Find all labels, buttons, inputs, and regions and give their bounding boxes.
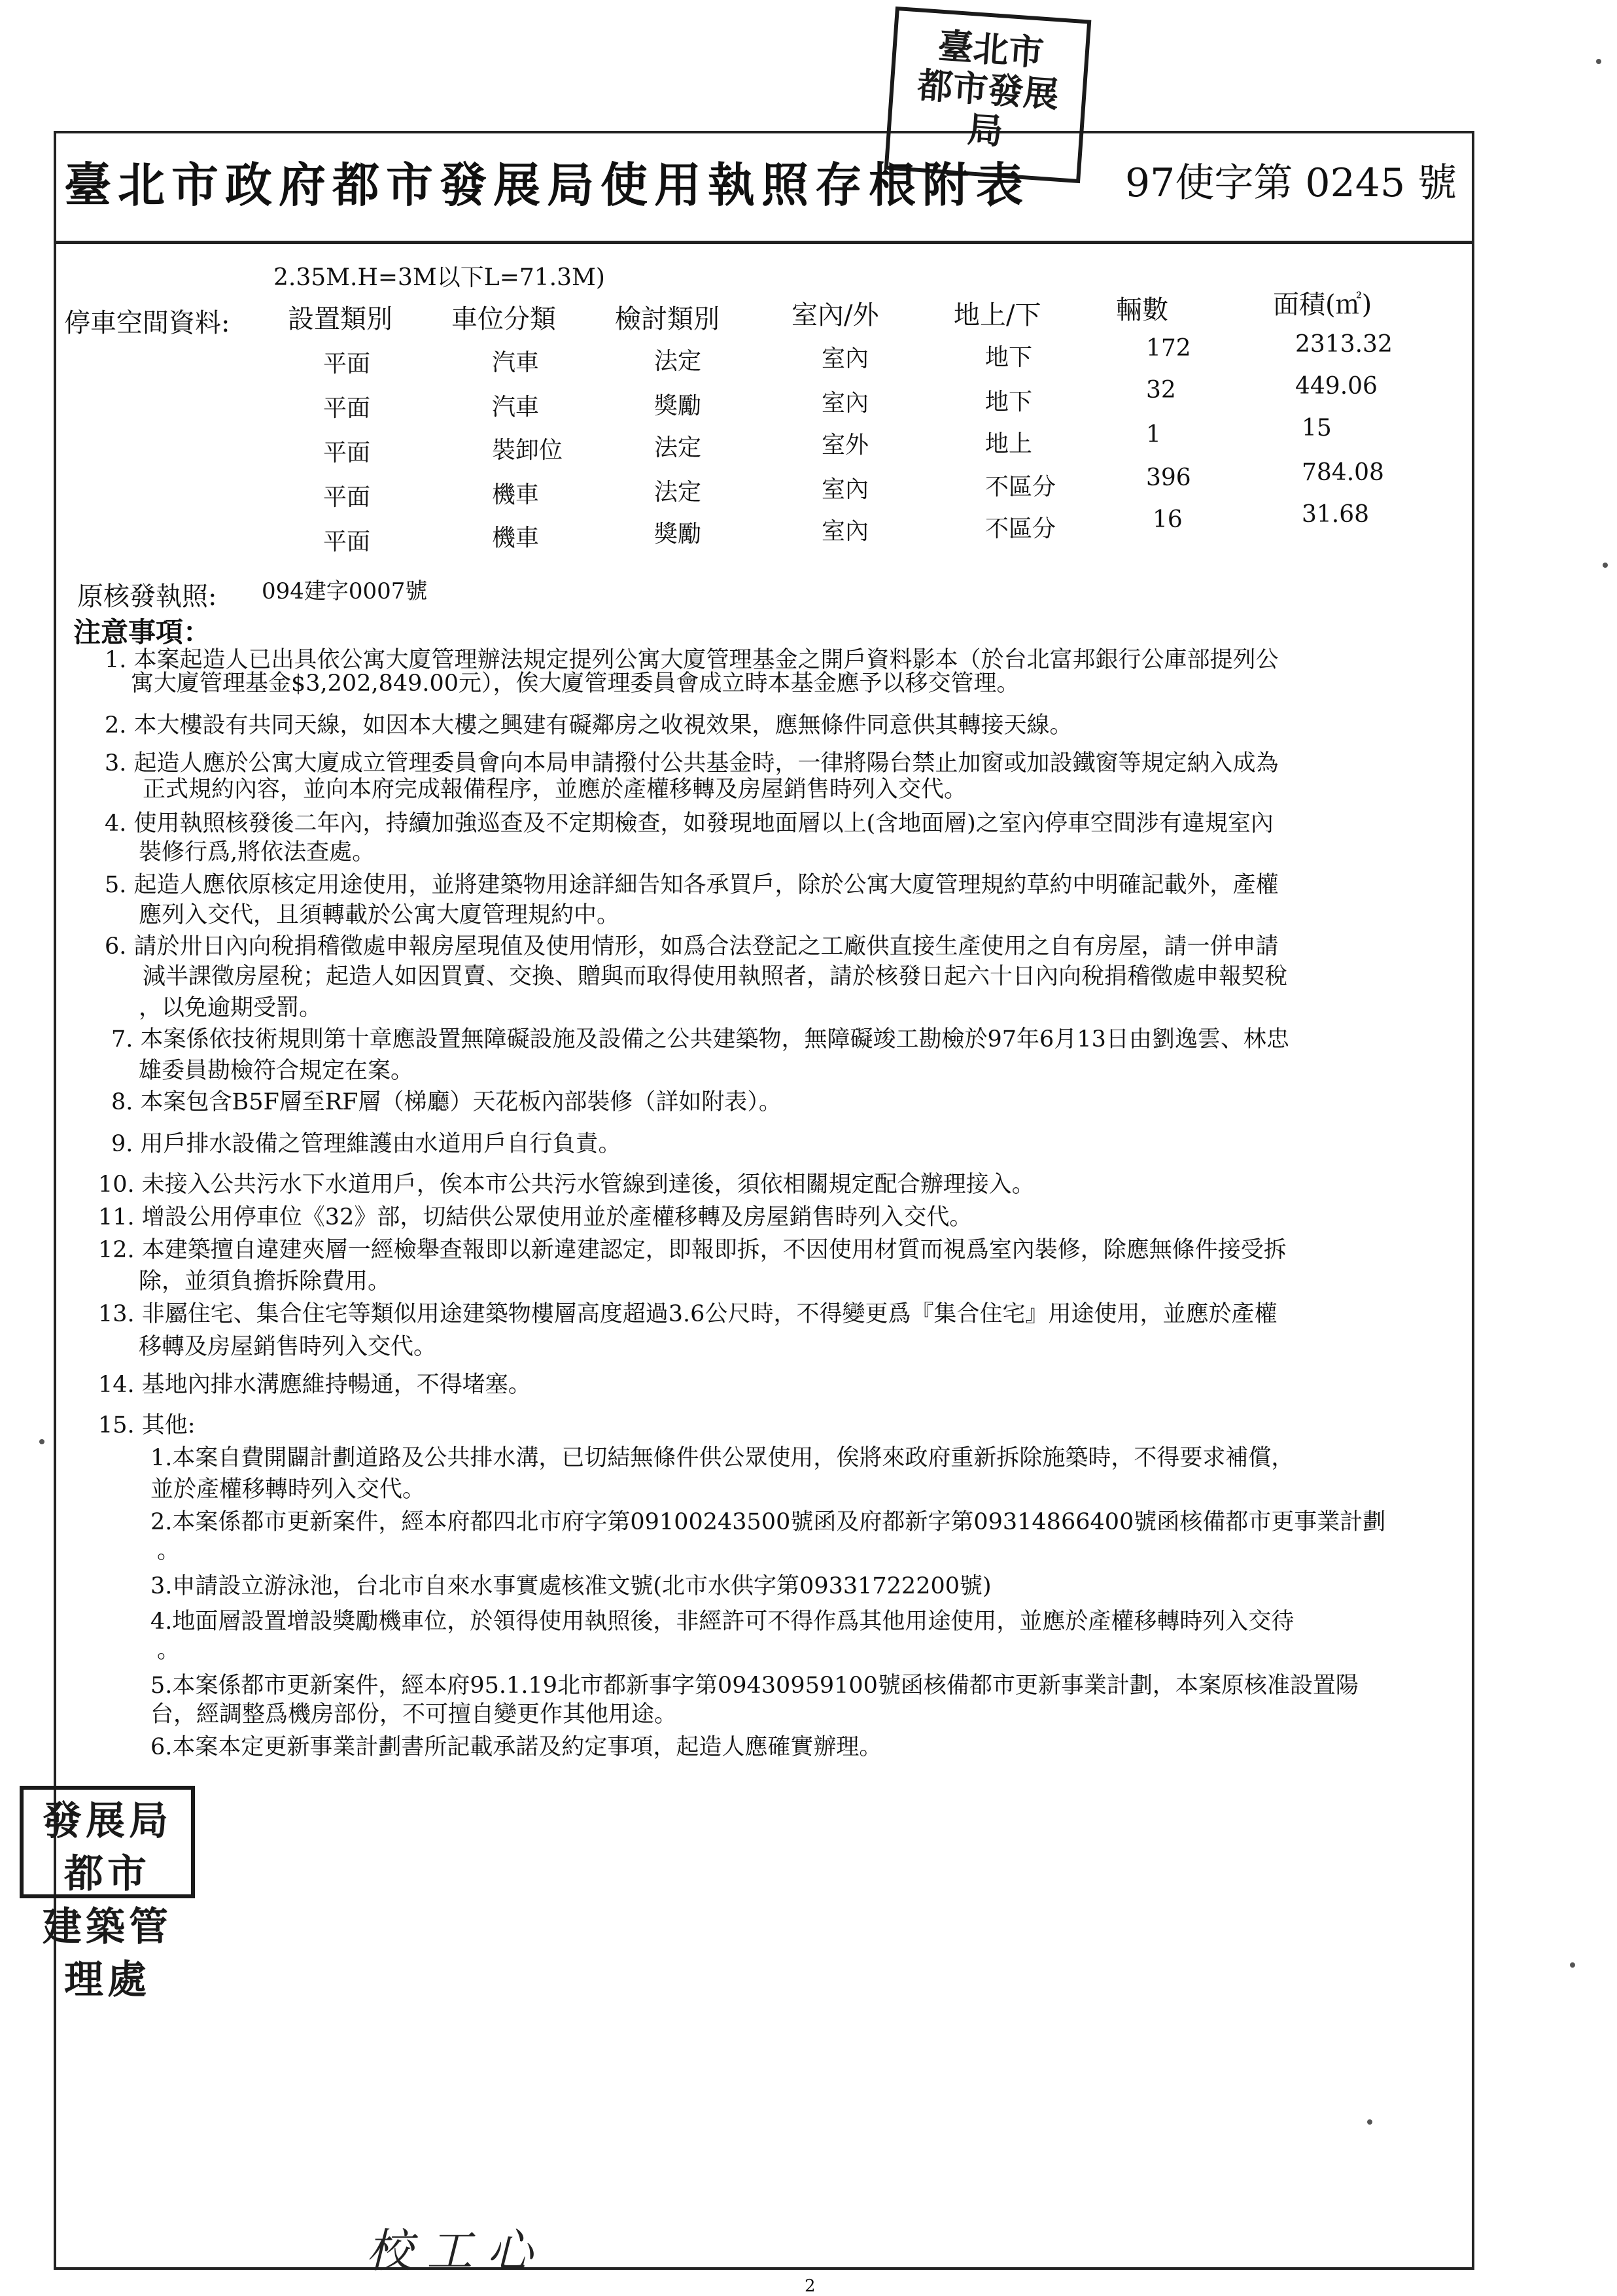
note-line: 並於產權移轉時列入交代。	[150, 1476, 426, 1503]
cell-category: 機車	[492, 525, 540, 551]
cell-count: 172	[1146, 335, 1191, 362]
note-line: 14. 基地內排水溝應維持暢通，不得堵塞。	[98, 1372, 531, 1398]
note-line: 除，並須負擔拆除費用。	[139, 1268, 391, 1295]
note-line: 13. 非屬住宅、集合住宅等類似用途建築物樓層高度超過3.6公尺時，不得變更爲『集合住宅』用途使用，並應於產權	[98, 1301, 1278, 1327]
cell-review: 獎勵	[654, 521, 702, 548]
cell-type: 平面	[323, 484, 371, 511]
cell-indoor: 室外	[822, 432, 869, 459]
cell-category: 汽車	[492, 394, 540, 421]
original-permit-value: 094建字0007號	[262, 578, 428, 604]
scan-speck	[1596, 59, 1601, 64]
stamp-line: 發展局都市	[43, 1798, 172, 1897]
cell-area: 449.06	[1295, 373, 1378, 400]
cell-count: 1	[1146, 421, 1161, 448]
notes-title: 注意事項：	[73, 616, 211, 648]
cell-indoor: 室內	[822, 390, 869, 417]
cell-level: 地上	[985, 430, 1033, 457]
note-line: 寓大廈管理基金$3,202,849.00元），俟大廈管理委員會成立時本基金應予以移交管理。	[131, 670, 1020, 697]
cell-review: 法定	[654, 479, 702, 506]
stamp-line: 局	[966, 108, 1005, 152]
note-line: 應列入交代，且須轉載於公寓大廈管理規約中。	[139, 902, 620, 928]
header-divider	[54, 241, 1474, 244]
cell-type: 平面	[323, 351, 371, 377]
cell-area: 31.68	[1302, 501, 1370, 528]
cell-category: 汽車	[492, 349, 540, 376]
scan-speck	[39, 1439, 44, 1444]
note-line: 6.本案本定更新事業計劃書所記載承諾及約定事項，起造人應確實辦理。	[150, 1734, 882, 1760]
note-line: 正式規約內容，並向本府完成報備程序，並應於產權移轉及房屋銷售時列入交代。	[143, 776, 967, 803]
note-line: 11. 增設公用停車位《32》部，切結供公眾使用並於產權移轉及房屋銷售時列入交代。	[98, 1204, 973, 1230]
note-line: 台，經調整爲機房部份，不可擅自變更作其他用途。	[150, 1701, 678, 1728]
cell-review: 法定	[654, 348, 702, 375]
note-line: 移轉及房屋銷售時列入交代。	[139, 1334, 437, 1360]
note-line: 3.申請設立游泳池，台北市自來水事實處核准文號(北市水供字第09331722200號)	[150, 1573, 992, 1599]
scan-speck	[1570, 1962, 1575, 1968]
note-line: 減半課徵房屋稅；起造人如因買賣、交換、贈與而取得使用執照者，請於核發日起六十日內向稅捐稽徵處申報契稅	[143, 964, 1288, 990]
note-line: 15. 其他:	[98, 1412, 196, 1438]
cell-count: 16	[1153, 506, 1183, 533]
note-line: 9. 用戶排水設備之管理維護由水道用戶自行負責。	[111, 1131, 621, 1157]
stamp-line: 都市發展	[916, 63, 1060, 116]
cell-count: 396	[1146, 464, 1191, 491]
cell-area: 784.08	[1302, 459, 1384, 486]
col-header-count: 輛數	[1116, 295, 1168, 325]
note-line: 5. 起造人應依原核定用途使用，並將建築物用途詳細告知各承買戶，除於公寓大廈管理規約草約中明確記載外，產權	[105, 872, 1279, 898]
cell-indoor: 室內	[822, 345, 869, 372]
stamp-line: 建築管理處	[43, 1904, 172, 2003]
note-line: 8. 本案包含B5F層至RF層（梯廳）天花板內部裝修（詳如附表）。	[111, 1089, 782, 1115]
permit-number: 97使字第 0245 號	[1125, 160, 1457, 206]
note-line: 1.本案自費開闢計劃道路及公共排水溝，已切結無條件供公眾使用，俟將來政府重新拆除施築時，不得要求補償，	[150, 1445, 1295, 1471]
note-line: 裝修行爲,將依法查處。	[139, 839, 375, 865]
note-line: 2.本案係都市更新案件，經本府都四北市府字第09100243500號函及府都新字第09314866400號函核備都市更事業計劃	[150, 1509, 1386, 1535]
note-line: 。	[157, 1637, 181, 1663]
cell-indoor: 室內	[822, 518, 869, 545]
note-line: ，以免逾期受罰。	[139, 995, 322, 1021]
col-header-level: 地上/下	[954, 300, 1041, 330]
note-line: 1. 本案起造人已出具依公寓大廈管理辦法規定提列公寓大廈管理基金之開戶資料影本（於台北富邦銀行公庫部提列公	[105, 647, 1279, 673]
dimension-note: 2.35M.H=3M以下L=71.3M)	[273, 264, 605, 291]
note-line: 6. 請於卅日內向稅捐稽徵處申報房屋現值及使用情形，如爲合法登記之工廠供直接生產使用之自有房屋，請一併申請	[105, 933, 1279, 960]
original-permit-label: 原核發執照:	[77, 582, 217, 612]
cell-area: 15	[1302, 415, 1332, 442]
cell-category: 機車	[492, 481, 540, 508]
parking-label: 停車空間資料:	[64, 308, 230, 338]
cell-indoor: 室內	[822, 476, 869, 503]
scan-speck	[1367, 2119, 1372, 2125]
page-number: 2	[805, 2276, 816, 2296]
note-line: 雄委員勘檢符合規定在案。	[139, 1058, 414, 1084]
cell-category: 裝卸位	[492, 437, 563, 464]
cell-level: 地下	[985, 344, 1033, 371]
cell-count: 32	[1146, 377, 1176, 404]
note-line: 。	[157, 1538, 181, 1564]
official-seal-stamp-left	[20, 1786, 195, 2003]
col-header-category: 車位分類	[451, 304, 556, 334]
note-line: 3. 起造人應於公寓大廈成立管理委員會向本局申請撥付公共基金時，一律將陽台禁止加窗或加設鐵窗等規定納入成為	[105, 750, 1279, 776]
cell-review: 法定	[654, 434, 702, 461]
cell-type: 平面	[323, 440, 371, 466]
col-header-type: 設置類別	[288, 304, 392, 334]
col-header-indoor: 室內/外	[791, 300, 879, 330]
note-line: 7. 本案係依技術規則第十章應設置無障礙設施及設備之公共建築物，無障礙竣工勘檢於97年6月13日由劉逸雲、林忠	[111, 1026, 1289, 1052]
cell-level: 不區分	[985, 515, 1056, 542]
document-title: 臺北市政府都市發展局使用執照存根附表	[64, 157, 1030, 213]
document-frame	[54, 131, 1474, 2270]
note-line: 2. 本大樓設有共同天線，如因本大樓之興建有礙鄰房之收視效果，應無條件同意供其轉接天線。	[105, 712, 1073, 739]
handwritten-signature: 校 工 心	[366, 2224, 533, 2278]
cell-review: 獎勵	[654, 392, 702, 419]
note-line: 5.本案係都市更新案件，經本府95.1.19北市都新事字第09430959100號函核備都市更新事業計劃，本案原核准設置陽	[150, 1673, 1359, 1699]
scan-speck	[1603, 563, 1608, 568]
cell-level: 地下	[985, 389, 1033, 415]
note-line: 10. 未接入公共污水下水道用戶，俟本市公共污水管線到達後，須依相關規定配合辦理接入。	[98, 1172, 1035, 1198]
stamp-line: 臺北市	[936, 24, 1045, 74]
note-line: 12. 本建築擅自違建夾層一經檢舉查報即以新違建認定，即報即拆，不因使用材質而視爲室內裝修，除應無條件接受拆	[98, 1237, 1287, 1263]
col-header-area: 面積(㎡)	[1273, 290, 1372, 320]
cell-type: 平面	[323, 395, 371, 422]
col-header-review: 檢討類別	[615, 304, 720, 334]
cell-level: 不區分	[985, 474, 1056, 500]
note-line: 4. 使用執照核發後二年內，持續加強巡查及不定期檢查，如發現地面層以上(含地面層)之室內停車空間涉有違規室內	[105, 810, 1274, 837]
note-line: 4.地面層設置增設獎勵機車位，於領得使用執照後，非經許可不得作爲其他用途使用，並應於產權移轉時列入交待	[150, 1609, 1295, 1635]
cell-type: 平面	[323, 529, 371, 555]
cell-area: 2313.32	[1295, 331, 1393, 358]
